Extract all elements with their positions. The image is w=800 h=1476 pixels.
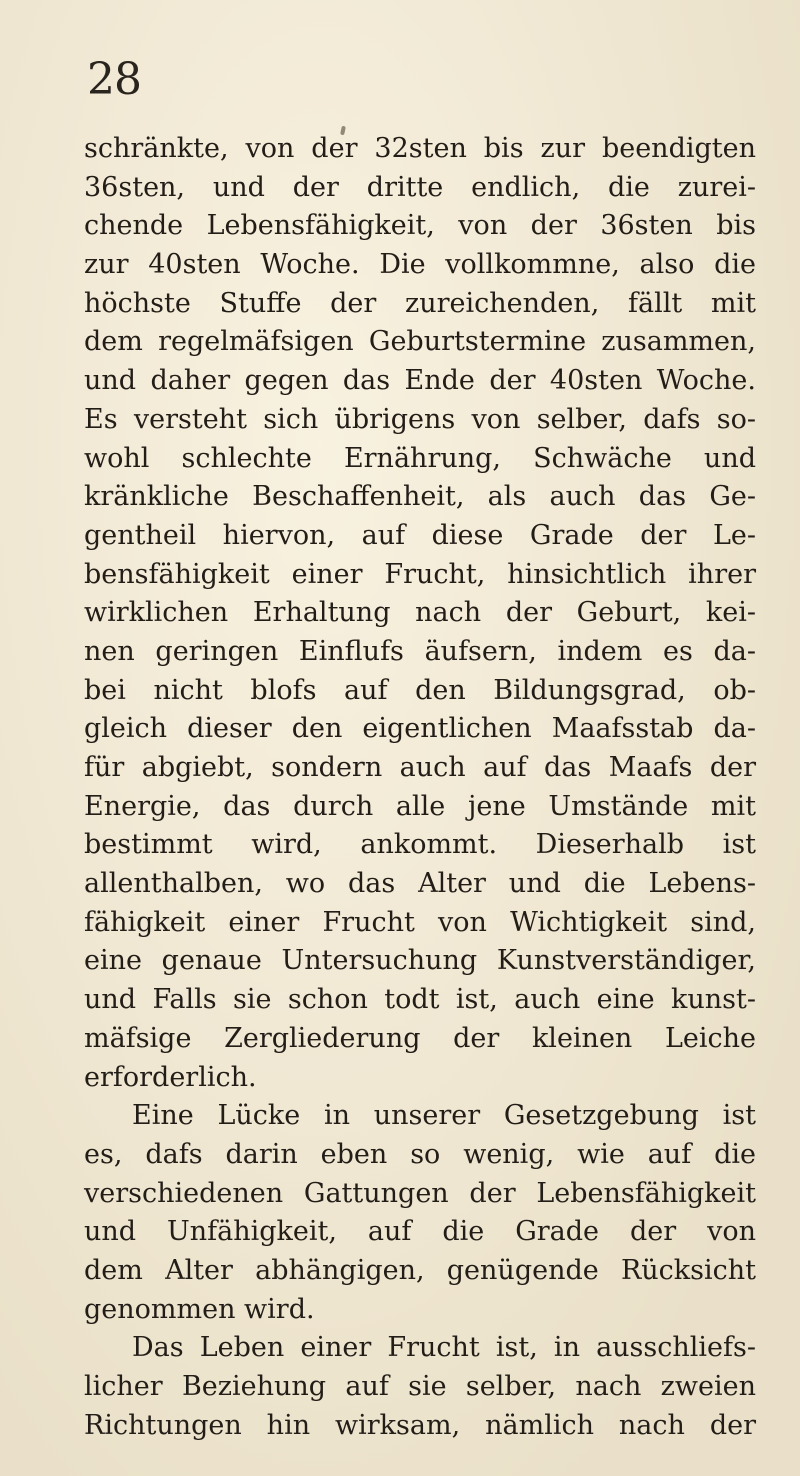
text-line: und daher gegen das Ende der 40sten Woche. bbox=[84, 365, 756, 397]
text-line: licher Beziehung auf sie selber, nach zweien bbox=[84, 1371, 756, 1402]
text-line: wohl schlechte Ernährung, Schwäche und bbox=[84, 442, 756, 474]
page-number: 28 bbox=[87, 54, 141, 105]
text-line: verschiedenen Gattungen der Lebensfähigkeit bbox=[84, 1177, 756, 1209]
text-line: es, dafs darin eben so wenig, wie auf die bbox=[84, 1138, 756, 1170]
text-line: Richtungen hin wirksam, nämlich nach der bbox=[84, 1409, 756, 1441]
text-line: bestimmt wird, ankommt. Dieserhalb ist bbox=[84, 829, 756, 861]
text-line: und Falls sie schon todt ist, auch eine kunst- bbox=[84, 984, 756, 1016]
text-line: fähigkeit einer Frucht von Wichtigkeit sind, bbox=[84, 906, 756, 938]
text-line: erforderlich. bbox=[84, 1061, 257, 1093]
text-line: gleich dieser den eigentlichen Maafsstab da- bbox=[84, 713, 756, 745]
text-line: Energie, das durch alle jene Umstände mit bbox=[84, 790, 756, 822]
text-line: allenthalben, wo das Alter und die Lebens- bbox=[84, 868, 756, 900]
text-line: wirklichen Erhaltung nach der Geburt, kei- bbox=[84, 597, 756, 629]
body-text bbox=[84, 130, 756, 1445]
text-line: kränkliche Beschaffenheit, als auch das Ge- bbox=[84, 481, 756, 513]
text-line: Das Leben einer Frucht ist, in ausschliefs- bbox=[132, 1332, 756, 1364]
text-line: nen geringen Einflufs äufsern, indem es da- bbox=[84, 635, 756, 667]
text-line: zur 40sten Woche. Die vollkommne, also die bbox=[84, 249, 756, 281]
text-line: eine genaue Untersuchung Kunstverständiger, bbox=[84, 945, 756, 977]
text-line: 36sten, und der dritte endlich, die zurei- bbox=[84, 171, 756, 203]
text-line: gentheil hiervon, auf diese Grade der Le- bbox=[84, 519, 756, 551]
text-line: Eine Lücke in unserer Gesetzgebung ist bbox=[132, 1100, 756, 1132]
text-line: und Unfähigkeit, auf die Grade der von bbox=[84, 1216, 756, 1248]
text-line: dem Alter abhängigen, genügende Rücksicht bbox=[84, 1254, 756, 1286]
text-line: für abgiebt, sondern auch auf das Maafs der bbox=[84, 752, 756, 783]
text-line: chende Lebensfähigkeit, von der 36sten bis bbox=[84, 210, 756, 242]
text-line: dem regelmäfsigen Geburtstermine zusammen, bbox=[84, 326, 756, 358]
text-line: schränkte, von der 32sten bis zur beendigten bbox=[84, 133, 756, 164]
text-line: genommen wird. bbox=[84, 1293, 315, 1325]
text-line: Es versteht sich übrigens von selber, dafs so- bbox=[84, 403, 756, 435]
text-line: bensfähigkeit einer Frucht, hinsichtlich ihrer bbox=[84, 558, 756, 590]
text-line: bei nicht blofs auf den Bildungsgrad, ob- bbox=[84, 674, 756, 706]
text-line: mäfsige Zergliederung der kleinen Leiche bbox=[84, 1022, 756, 1054]
text-line: höchste Stuffe der zureichenden, fällt mit bbox=[84, 287, 756, 319]
